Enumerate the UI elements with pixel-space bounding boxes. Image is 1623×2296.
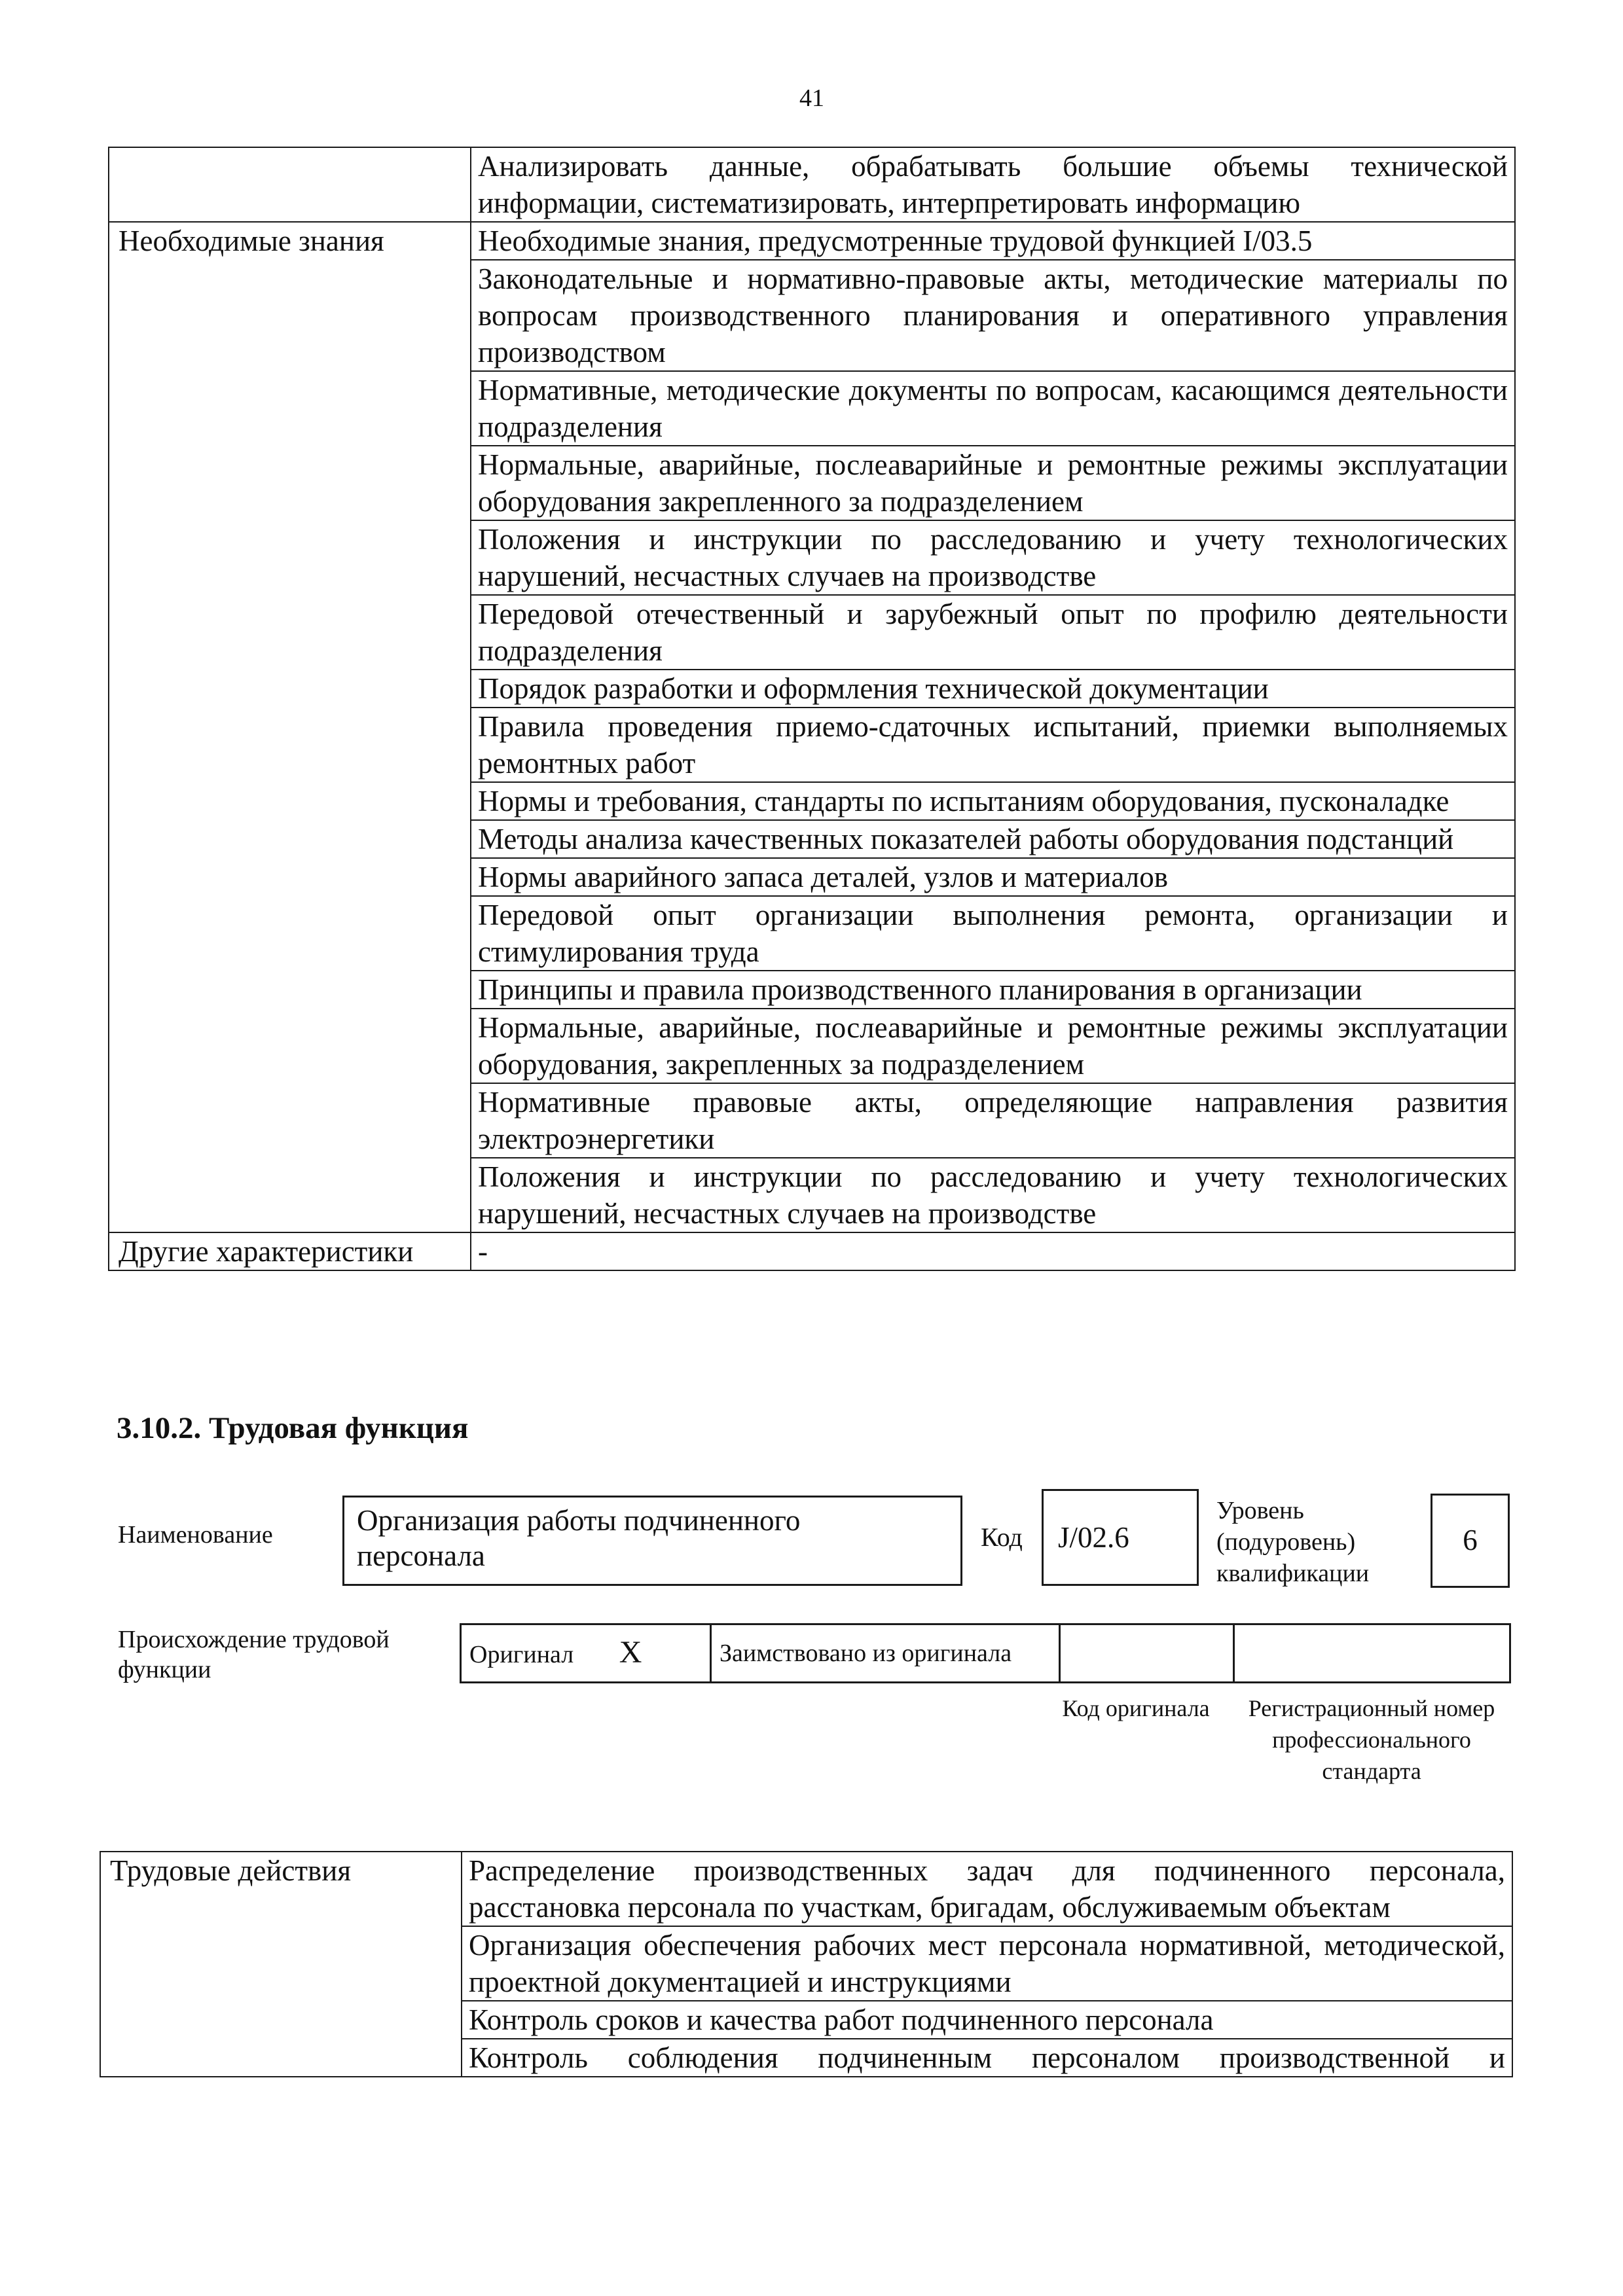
name-label: Наименование — [118, 1521, 273, 1549]
row-text: Нормативные правовые акты, определяющие направления развития электроэнергетики — [471, 1083, 1515, 1158]
labor-actions-table — [100, 1851, 1513, 2077]
row-text: Анализировать данные, обрабатывать большие объемы технической информации, систематизировать, интерпретировать информацию — [471, 147, 1515, 222]
row-text: Методы анализа качественных показателей работы оборудования подстанций — [471, 820, 1515, 858]
borrowed-label: Заимствовано из оригинала — [711, 1624, 1060, 1683]
row-text: Порядок разработки и оформления технической документации — [471, 670, 1515, 708]
row-text: Принципы и правила производственного планирования в организации — [471, 971, 1515, 1009]
row-text: Передовой отечественный и зарубежный опыт по профилю деятельности подразделения — [471, 595, 1515, 670]
origin-table — [460, 1623, 1511, 1683]
code-original-cell — [1060, 1624, 1234, 1683]
original-label: Оригинал — [469, 1640, 574, 1668]
table-row — [109, 1232, 1515, 1270]
labor-actions-label: Трудовые действия — [100, 1852, 462, 2077]
row-text: Передовой опыт организации выполнения ремонта, организации и стимулирования труда — [471, 896, 1515, 971]
row-text: Нормативные, методические документы по вопросам, касающимся деятельности подразделения — [471, 371, 1515, 446]
row-text: Нормы аварийного запаса деталей, узлов и материалов — [471, 858, 1515, 896]
row-text: Правила проведения приемо-сдаточных испытаний, приемки выполняемых ремонтных работ — [471, 708, 1515, 782]
knowledge-table — [108, 147, 1516, 1271]
row-text: Положения и инструкции по расследованию и учету технологических нарушений, несчастных случаев на производстве — [471, 520, 1515, 595]
level-value: 6 — [1463, 1524, 1478, 1556]
row-text: Законодательные и нормативно-правовые акты, методические материалы по вопросам производственного планирования и оперативного управления производством — [471, 260, 1515, 371]
level-label: Уровень (подуровень) квалификации — [1216, 1497, 1370, 1587]
row-text: Положения и инструкции по расследованию и учету технологических нарушений, несчастных случаев на производстве — [471, 1158, 1515, 1232]
table-row — [109, 147, 1515, 222]
origin-original-cell — [461, 1624, 711, 1683]
reg-number-caption: Регистрационный номер профессионального стандарта — [1248, 1695, 1495, 1784]
section-title: 3.10.2. Трудовая функция — [117, 1411, 469, 1445]
row-text: Распределение производственных задач для подчиненного персонала, расстановка персонала по участкам, бригадам, обслуживаемым объектам — [462, 1852, 1512, 1926]
origin-label: Происхождение трудовой функции — [118, 1626, 390, 1683]
row-label — [109, 147, 471, 222]
original-mark: X — [619, 1634, 642, 1670]
row-text: Нормальные, аварийные, послеаварийные и ремонтные режимы эксплуатации оборудования, закрепленных за подразделением — [471, 1009, 1515, 1083]
row-text: Организация обеспечения рабочих мест персонала нормативной, методической, проектной документацией и инструкциями — [462, 1926, 1512, 2001]
code-label: Код — [981, 1522, 1023, 1552]
row-text: Контроль соблюдения подчиненным персоналом производственной и — [462, 2039, 1512, 2077]
row-text: Нормальные, аварийные, послеаварийные и ремонтные режимы эксплуатации оборудования закрепленного за подразделением — [471, 446, 1515, 520]
row-text: Нормы и требования, стандарты по испытаниям оборудования, пусконаладке — [471, 782, 1515, 820]
required-knowledge-label: Необходимые знания — [109, 222, 471, 1232]
row-text: Необходимые знания, предусмотренные трудовой функцией I/03.5 — [471, 222, 1515, 260]
table-row — [109, 222, 1515, 260]
page-number: 41 — [799, 84, 824, 112]
code-value: J/02.6 — [1058, 1521, 1129, 1554]
code-original-caption: Код оригинала — [1062, 1695, 1210, 1721]
row-text: Контроль сроков и качества работ подчиненного персонала — [462, 2001, 1512, 2039]
other-characteristics-label: Другие характеристики — [109, 1232, 471, 1270]
reg-number-cell — [1234, 1624, 1510, 1683]
row-text: - — [471, 1232, 1515, 1270]
name-value: Организация работы подчиненного персонала — [357, 1504, 801, 1572]
table-row — [100, 1852, 1512, 1926]
